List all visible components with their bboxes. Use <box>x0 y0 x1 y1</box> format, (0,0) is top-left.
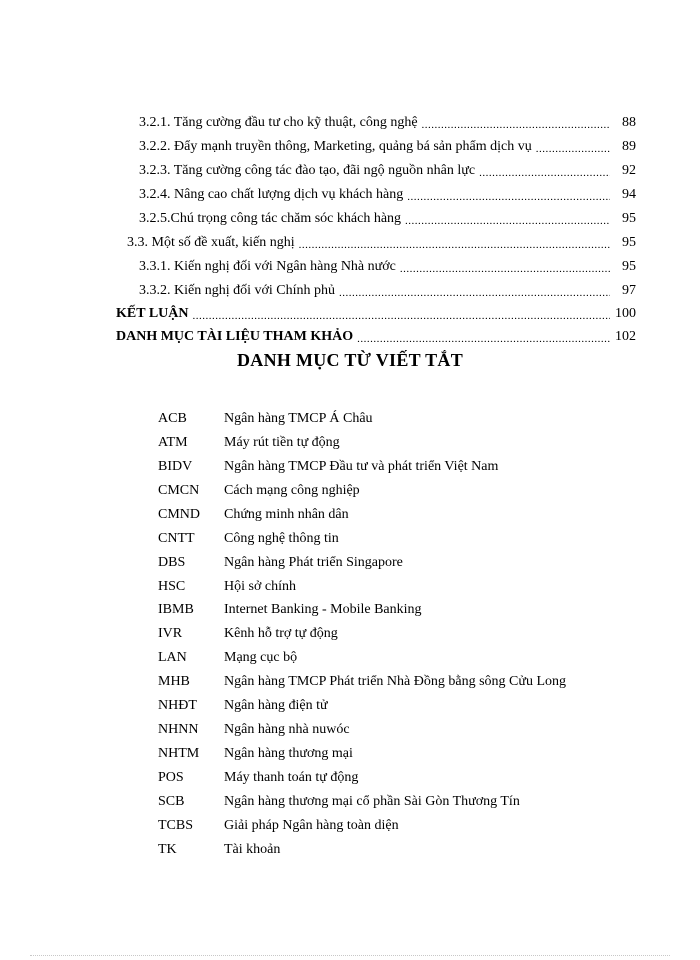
toc-entry-label: 3.2.2. Đẩy mạnh truyền thông, Marketing, quảng bá sản phẩm dịch vụ <box>139 139 532 154</box>
toc-entry-3-3[interactable] <box>127 234 636 252</box>
toc-leader-dots <box>400 262 610 276</box>
abbreviation-row <box>158 433 340 453</box>
abbreviation-code: NHĐT <box>158 698 197 713</box>
toc-entry-label: 3.3. Một số đề xuất, kiến nghị <box>127 235 295 250</box>
abbreviation-code: TCBS <box>158 818 194 833</box>
abbreviation-code: POS <box>158 770 184 785</box>
abbreviation-description: Ngân hàng TMCP Đầu tư và phát triển Việt Nam <box>224 459 499 474</box>
abbreviation-row <box>158 624 338 644</box>
toc-entry-label: 3.3.1. Kiến nghị đối với Ngân hàng Nhà nước <box>139 259 396 274</box>
abbreviation-row <box>158 720 350 740</box>
abbreviation-description: Ngân hàng nhà nuwóc <box>224 722 350 737</box>
abbreviation-code: CMCN <box>158 483 200 498</box>
toc-leader-dots <box>405 214 610 228</box>
toc-leader-dots <box>339 286 610 300</box>
toc-entry-3-2-4[interactable] <box>139 186 636 204</box>
abbreviation-code: LAN <box>158 650 187 665</box>
abbreviation-row <box>158 744 353 764</box>
toc-entry-3-2-1[interactable] <box>139 114 636 132</box>
page-bottom-divider <box>30 955 670 956</box>
abbreviation-code: CMND <box>158 507 201 522</box>
abbreviation-description: Internet Banking - Mobile Banking <box>224 602 422 617</box>
toc-entry-label: 3.2.3. Tăng cường công tác đào tạo, đãi ngộ nguồn nhân lực <box>139 163 476 178</box>
toc-entry-3-3-1[interactable] <box>139 258 636 276</box>
toc-leader-dots <box>536 142 610 156</box>
abbreviation-row <box>158 648 297 668</box>
abbreviation-description: Ngân hàng điện tử <box>224 698 328 713</box>
toc-entry-page: 94 <box>622 187 636 202</box>
toc-entry-page: 92 <box>622 163 636 178</box>
abbreviation-code: ACB <box>158 411 187 426</box>
toc-entry-page: 95 <box>622 211 636 226</box>
toc-leader-dots <box>479 166 610 180</box>
abbreviation-description: Ngân hàng TMCP Á Châu <box>224 411 373 426</box>
toc-entry-3-3-2[interactable] <box>139 282 636 300</box>
abbreviation-description: Máy thanh toán tự động <box>224 770 359 785</box>
abbreviation-row <box>158 529 339 549</box>
toc-entry-label: 3.2.1. Tăng cường đầu tư cho kỹ thuật, công nghệ <box>139 115 418 130</box>
abbreviation-row <box>158 553 403 573</box>
abbreviation-description: Kênh hỗ trợ tự động <box>224 626 338 641</box>
toc-entry-page: 88 <box>622 115 636 130</box>
abbreviation-description: Ngân hàng thương mại <box>224 746 353 761</box>
abbreviation-code: ATM <box>158 435 188 450</box>
toc-entry-page: 89 <box>622 139 636 154</box>
abbreviations-title: DANH MỤC TỪ VIẾT TẮT <box>236 350 464 370</box>
toc-entry-page: 97 <box>622 283 636 298</box>
toc-entry-3-2-5[interactable] <box>139 210 636 228</box>
toc-entry-label: 3.2.5.Chú trọng công tác chăm sóc khách hàng <box>139 211 402 226</box>
toc-entry-page: 95 <box>622 259 636 274</box>
abbreviation-description: Ngân hàng Phát triển Singapore <box>224 555 403 570</box>
abbreviation-description: Cách mạng công nghiệp <box>224 483 360 498</box>
toc-entry-label: 3.3.2. Kiến nghị đối với Chính phủ <box>139 283 336 298</box>
toc-entry-label: 3.2.4. Nâng cao chất lượng dịch vụ khách hàng <box>139 187 404 202</box>
abbreviation-description: Ngân hàng TMCP Phát triển Nhà Đồng bằng sông Cửu Long <box>224 674 567 689</box>
abbreviation-description: Chứng minh nhân dân <box>224 507 349 522</box>
abbreviation-description: Máy rút tiền tự động <box>224 435 340 450</box>
abbreviation-description: Tài khoản <box>224 842 281 857</box>
abbreviation-code: BIDV <box>158 459 193 474</box>
abbreviation-row <box>158 696 328 716</box>
abbreviation-description: Giải pháp Ngân hàng toàn diện <box>224 818 399 833</box>
toc-entry-ket-luan[interactable] <box>116 305 636 323</box>
toc-entry-page: 100 <box>615 306 636 321</box>
toc-entry-tai-lieu-tham-khao[interactable] <box>116 328 636 346</box>
abbreviation-description: Ngân hàng thương mại cổ phần Sài Gòn Thương Tín <box>224 794 520 809</box>
toc-entry-page: 95 <box>622 235 636 250</box>
abbreviation-code: CNTT <box>158 531 195 546</box>
abbreviation-code: SCB <box>158 794 185 809</box>
abbreviation-code: NHTM <box>158 746 200 761</box>
abbreviation-row <box>158 577 296 597</box>
abbreviation-code: IBMB <box>158 602 194 617</box>
abbreviation-code: DBS <box>158 555 186 570</box>
abbreviation-row <box>158 481 360 501</box>
abbreviation-row <box>158 600 422 620</box>
abbreviation-row <box>158 505 349 525</box>
toc-leader-dots <box>407 190 610 204</box>
abbreviation-row <box>158 768 358 788</box>
abbreviation-code: MHB <box>158 674 190 689</box>
abbreviation-code: NHNN <box>158 722 199 737</box>
abbreviation-code: TK <box>158 842 177 857</box>
toc-leader-dots <box>357 332 610 346</box>
toc-entry-3-2-2[interactable] <box>139 138 636 156</box>
abbreviation-row <box>158 409 373 429</box>
toc-entry-page: 102 <box>615 329 636 344</box>
toc-leader-dots <box>422 118 610 132</box>
abbreviation-description: Công nghệ thông tin <box>224 531 339 546</box>
abbreviation-row <box>158 672 566 692</box>
abbreviation-description: Hội sở chính <box>224 579 296 594</box>
abbreviation-code: HSC <box>158 579 186 594</box>
toc-leader-dots <box>299 238 610 252</box>
toc-leader-dots <box>192 309 610 323</box>
abbreviation-row <box>158 457 498 477</box>
abbreviation-description: Mạng cục bộ <box>224 650 298 665</box>
abbreviation-code: IVR <box>158 626 183 641</box>
toc-entry-3-2-3[interactable] <box>139 162 636 180</box>
toc-entry-label: KẾT LUẬN <box>116 306 189 321</box>
abbreviation-row <box>158 816 399 836</box>
abbreviation-row <box>158 840 280 860</box>
toc-entry-label: DANH MỤC TÀI LIỆU THAM KHẢO <box>116 329 354 344</box>
abbreviation-row <box>158 792 520 812</box>
